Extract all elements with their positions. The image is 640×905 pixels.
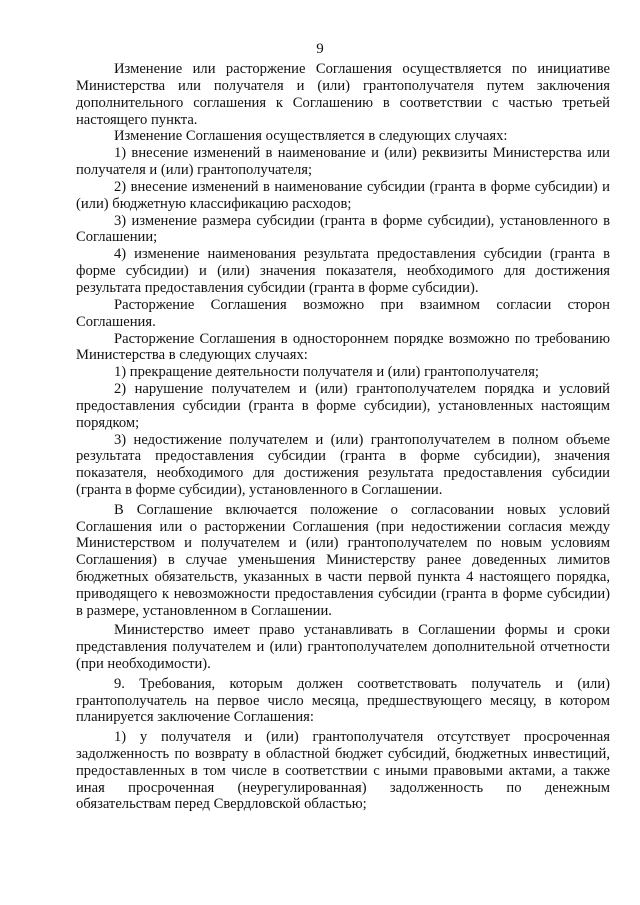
paragraph-mutual-termination: Расторжение Соглашения возможно при взаимном согласии сторон Соглашения.: [76, 296, 610, 330]
document-body: [76, 61, 610, 813]
paragraph-requirement-1: 1) у получателя и (или) грантополучателя отсутствует просроченная задолженность по возврату в областной бюджет субсидий, бюджетных инвестиций, предоставленных в том числе в соответствии с иными правовыми актами, а также иная просроченная (неурегулированная) задолженность по денежным обязательствам перед Свердловской областью;: [76, 729, 610, 813]
paragraph-unilateral-termination-intro: Расторжение Соглашения в одностороннем порядке возможно по требованию Министерства в следующих случаях:: [76, 330, 610, 364]
paragraph-change-case-3: 3) изменение размера субсидии (гранта в форме субсидии), установленного в Соглашении;: [76, 212, 610, 246]
paragraph-section-9-requirements: 9. Требования, которым должен соответствовать получатель и (или) грантополучатель на первое число месяца, предшествующего месяцу, в котором планируется заключение Соглашения:: [76, 675, 610, 726]
paragraph-change-case-1: 1) внесение изменений в наименование и (или) реквизиты Министерства или получателя и (или) грантополучателя;: [76, 145, 610, 179]
paragraph-termination-case-1: 1) прекращение деятельности получателя и (или) грантополучателя;: [114, 364, 539, 381]
paragraph-change-cases-intro: Изменение Соглашения осуществляется в следующих случаях:: [114, 128, 508, 145]
paragraph-change-case-2: 2) внесение изменений в наименование субсидии (гранта в форме субсидии) и (или) бюджетную классификацию расходов;: [76, 178, 610, 212]
page-number: 9: [316, 41, 324, 57]
paragraph-agreement-change-or-termination: Изменение или расторжение Соглашения осуществляется по инициативе Министерства или получателя и (или) грантополучателя путем заключения дополнительного соглашения к Соглашению в соответствии с частью третьей настоящего пункта.: [76, 61, 610, 128]
paragraph-termination-case-3: 3) недостижение получателем и (или) грантополучателем в полном объеме результата предоставления субсидии (гранта в форме субсидии), значения показателя, необходимого для достижения результата предоставления субсидии (гранта в форме субсидии), установленного в Соглашении.: [76, 431, 610, 499]
paragraph-new-conditions-clause: В Соглашение включается положение о согласовании новых условий Соглашения или о расторжении Соглашения (при недостижении согласия между Министерством и получателем и (или) грантополучателем по новым условиям Соглашения) в случае уменьшения Министерству ранее доведенных лимитов бюджетных обязательств, указанных в части первой пункта 4 настоящего порядка, приводящего к невозможности предоставления субсидии (гранта в форме субсидии) в размере, установленном в Соглашении.: [76, 501, 610, 619]
paragraph-additional-reporting: Министерство имеет право устанавливать в Соглашении формы и сроки представления получателем и (или) грантополучателем дополнительной отчетности (при необходимости).: [76, 622, 610, 673]
paragraph-termination-case-2: 2) нарушение получателем и (или) грантополучателем порядка и условий предоставления субсидии (гранта в форме субсидии), установленных настоящим порядком;: [76, 381, 610, 431]
paragraph-change-case-4: 4) изменение наименования результата предоставления субсидии (гранта в форме субсидии) и (или) значения показателя, необходимого для достижения результата предоставления субсидии (гранта в форме субсидии).: [76, 246, 610, 296]
